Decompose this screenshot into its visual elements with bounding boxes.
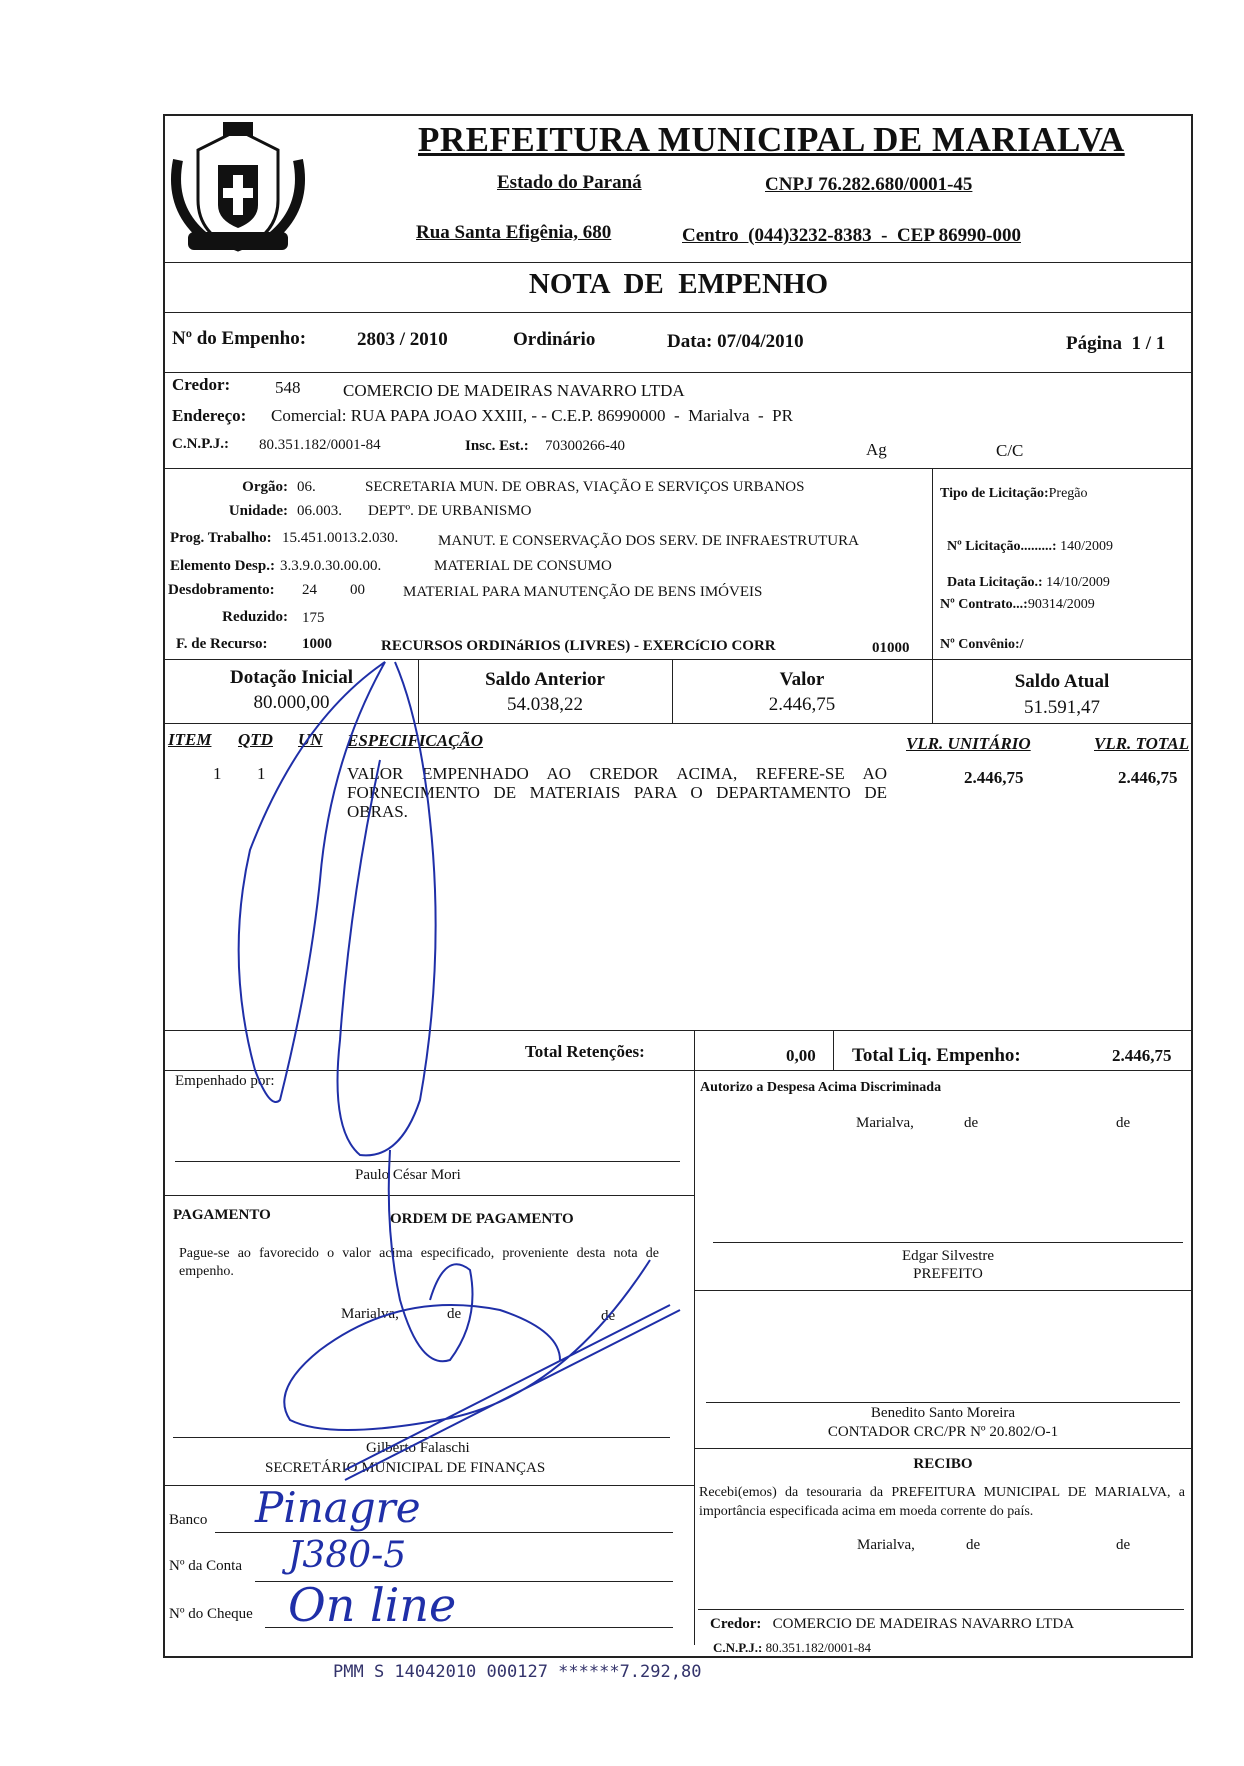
prefeito-role: PREFEITO <box>913 1266 983 1282</box>
unidade-name: DEPTº. DE URBANISMO <box>368 503 532 519</box>
saldo-atual-label: Saldo Atual <box>1014 671 1110 692</box>
empenhado-label: Empenhado por: <box>175 1073 275 1089</box>
banco-label: Banco <box>169 1512 208 1528</box>
orgao-code: 06. <box>297 479 316 495</box>
recurso-code: 1000 <box>302 636 332 652</box>
convenio-label: Nº Convênio:/ <box>940 637 1024 652</box>
credor-cnpj: 80.351.182/0001-84 <box>259 437 381 453</box>
credor-label: Credor: <box>172 375 231 394</box>
address-label: Endereço: <box>172 406 247 425</box>
credor-name: COMERCIO DE MADEIRAS NAVARRO LTDA <box>343 381 685 400</box>
contador-role: CONTADOR CRC/PR Nº 20.802/O-1 <box>827 1424 1059 1440</box>
licitacao-type-value: Pregão <box>1048 486 1088 501</box>
recibo-text: Recebi(emos) da tesouraria da PREFEITURA MUNICIPAL DE MARIALVA, a importância especificada acima em moeda corrente do país. <box>699 1485 1185 1519</box>
item-unit-value: 2.446,75 <box>964 768 1024 787</box>
unidade-code: 06.003. <box>297 503 342 519</box>
licitacao-date-label: Data Licitação.: <box>947 575 1043 590</box>
recurso-sub: 01000 <box>872 640 910 656</box>
recibo-cnpj-value: 80.351.182/0001-84 <box>765 1640 872 1655</box>
document-title: NOTA DE EMPENHO <box>528 268 829 300</box>
autorizo-de1: de <box>964 1115 979 1131</box>
desdobramento-code: 24 <box>302 582 317 598</box>
empenho-number-label: Nº do Empenho: <box>172 328 307 349</box>
credor-code: 548 <box>275 378 301 397</box>
prog-name: MANUT. E CONSERVAÇÃO DOS SERV. DE INFRAESTRUTURA <box>438 533 859 549</box>
autorizo-de2: de <box>1116 1115 1131 1131</box>
elemento-label: Elemento Desp.: <box>170 558 275 574</box>
licitacao-type-label: Tipo de Licitação: <box>940 486 1049 501</box>
recibo-de2: de <box>1116 1537 1131 1553</box>
bank-stamp: PMM S 14042010 000127 ******7.292,80 <box>333 1662 702 1682</box>
cheque-label: Nº do Cheque <box>169 1606 253 1622</box>
liquido-label: Total Liq. Empenho: <box>852 1045 1021 1066</box>
conta-label: Nº da Conta <box>169 1558 242 1574</box>
col-spec: ESPECIFICAÇÃO <box>347 731 484 750</box>
credor-address: Comercial: RUA PAPA JOAO XXIII, - - C.E.P. 86990000 - Marialva - PR <box>271 406 793 425</box>
financas-signer-role: SECRETÁRIO MUNICIPAL DE FINANÇAS <box>265 1460 546 1476</box>
state-name: Estado do Paraná <box>497 172 642 193</box>
autorizo-label: Autorizo a Despesa Acima Discriminada <box>700 1080 942 1095</box>
item-number: 1 <box>213 764 222 783</box>
recibo-place: Marialva, <box>857 1537 915 1553</box>
pagamento-de2: de <box>601 1308 616 1324</box>
header-street: Rua Santa Efigênia, 680 <box>416 222 612 243</box>
valor-value: 2.446,75 <box>768 694 836 715</box>
elemento-code: 3.3.9.0.30.00.00. <box>280 558 382 574</box>
empenhado-signer: Paulo César Mori <box>355 1167 461 1183</box>
ordem-pagamento-label: ORDEM DE PAGAMENTO <box>390 1211 574 1227</box>
licitacao-number-value: 140/2009 <box>1056 539 1113 554</box>
prog-code: 15.451.0013.2.030. <box>282 530 399 546</box>
licitacao-date-value: 14/10/2009 <box>1042 575 1110 590</box>
cnpj-label: C.N.P.J.: <box>172 436 229 452</box>
pagamento-place: Marialva, <box>341 1306 399 1322</box>
reduzido-label: Reduzido: <box>222 609 288 625</box>
prefeito-name: Edgar Silvestre <box>901 1248 995 1264</box>
col-item: ITEM <box>168 730 212 749</box>
contract-value: 90314/2009 <box>1027 597 1095 612</box>
item-qty: 1 <box>257 764 266 783</box>
saldo-anterior-value: 54.038,22 <box>507 694 583 715</box>
page-indicator: Página 1 / 1 <box>1066 333 1166 354</box>
dotacao-value: 80.000,00 <box>253 692 330 713</box>
contract-label: Nº Contrato...: <box>940 597 1028 612</box>
prog-label: Prog. Trabalho: <box>170 530 272 546</box>
empenho-number: 2803 / 2010 <box>357 329 448 350</box>
desdobramento-name: MATERIAL PARA MANUTENÇÃO DE BENS IMÓVEIS <box>403 584 763 600</box>
signature-financas <box>284 1260 680 1480</box>
col-unit-value: VLR. UNITÁRIO <box>906 734 1031 753</box>
recibo-credor-label: Credor: <box>710 1616 762 1632</box>
signature-loop-left <box>239 662 385 1102</box>
banco-handwritten: Pinagre <box>255 1483 421 1532</box>
retencoes-label: Total Retenções: <box>525 1042 645 1061</box>
empenho-type: Ordinário <box>513 329 596 350</box>
signature-loop-right <box>338 662 436 1155</box>
saldo-atual-value: 51.591,47 <box>1024 697 1100 718</box>
recurso-label: F. de Recurso: <box>176 636 268 652</box>
unidade-label: Unidade: <box>228 503 288 519</box>
desdobramento-label: Desdobramento: <box>168 582 275 598</box>
saldo-anterior-label: Saldo Anterior <box>485 669 605 690</box>
valor-label: Valor <box>779 669 825 690</box>
credor-ie: 70300266-40 <box>545 438 625 454</box>
financas-signer-name: Gilberto Falaschi <box>366 1440 470 1456</box>
recibo-credor-name: COMERCIO DE MADEIRAS NAVARRO LTDA <box>772 1616 1075 1632</box>
account-label: C/C <box>996 441 1024 460</box>
header-contact: Centro (044)3232-8383 - CEP 86990-000 <box>682 225 1021 246</box>
agency-label: Ag <box>866 440 887 459</box>
col-qtd: QTD <box>238 730 273 749</box>
item-total-value: 2.446,75 <box>1118 768 1178 787</box>
item-spec: VALOR EMPENHADO AO CREDOR ACIMA, REFERE-SE AO FORNECIMENTO DE MATERIAIS PARA O DEPARTAMENTO DE OBRAS. <box>347 764 887 821</box>
recibo-cnpj-label: C.N.P.J.: <box>713 1640 763 1655</box>
contador-name: Benedito Santo Moreira <box>870 1405 1016 1421</box>
recibo-label: RECIBO <box>913 1456 973 1472</box>
header-cnpj: CNPJ 76.282.680/0001-45 <box>765 174 973 195</box>
pagamento-text: Pague-se ao favorecido o valor acima especificado, proveniente desta nota de empenho. <box>179 1246 659 1279</box>
recibo-de1: de <box>966 1537 981 1553</box>
retencoes-value: 0,00 <box>786 1046 816 1065</box>
reduzido-code: 175 <box>302 610 325 626</box>
autorizo-place: Marialva, <box>856 1115 914 1131</box>
orgao-label: Orgão: <box>242 479 288 495</box>
pagamento-de1: de <box>447 1306 462 1322</box>
desdobramento-sub: 00 <box>350 582 365 598</box>
conta-handwritten: J380-5 <box>288 1535 407 1576</box>
col-total-value: VLR. TOTAL <box>1094 734 1190 753</box>
pagamento-label: PAGAMENTO <box>173 1207 271 1223</box>
municipality-title: PREFEITURA MUNICIPAL DE MARIALVA <box>418 120 1125 159</box>
orgao-name: SECRETARIA MUN. DE OBRAS, VIAÇÃO E SERVIÇOS URBANOS <box>365 479 805 495</box>
empenho-date: Data: 07/04/2010 <box>667 331 804 352</box>
licitacao-number-label: Nº Licitação.........: <box>947 539 1057 554</box>
elemento-name: MATERIAL DE CONSUMO <box>434 558 612 574</box>
col-un: UN <box>298 730 323 749</box>
cheque-handwritten: On line <box>288 1578 457 1632</box>
ie-label: Insc. Est.: <box>465 438 529 454</box>
recurso-name: RECURSOS ORDINáRIOS (LIVRES) - EXERCíCIO CORR <box>381 638 776 654</box>
signature-line-mid <box>389 1150 473 1361</box>
liquido-value: 2.446,75 <box>1112 1046 1172 1065</box>
dotacao-label: Dotação Inicial <box>230 667 353 688</box>
